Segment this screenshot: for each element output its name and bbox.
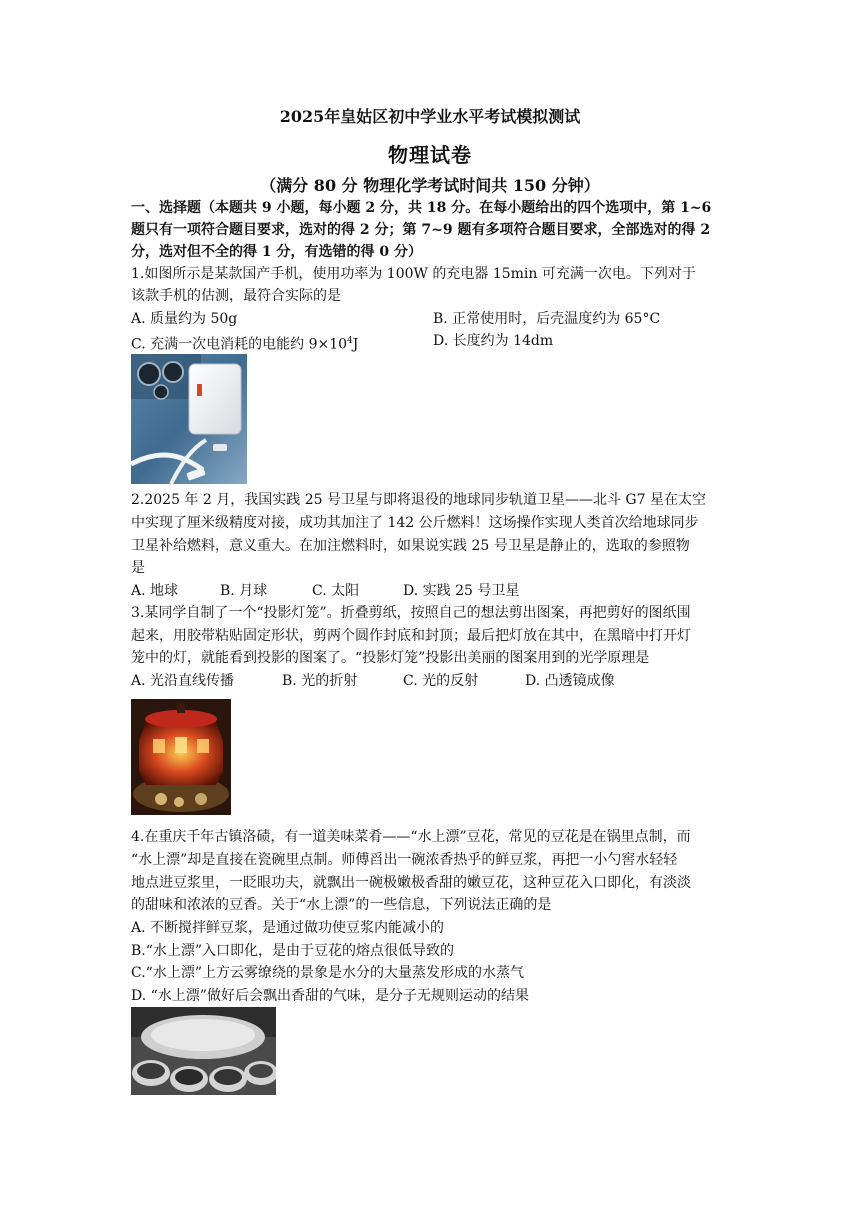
q1-option-d: D. 长度约为 14dm [433,333,554,349]
phone-charger-image [131,354,247,484]
q2-option-b: B. 月球 [220,583,268,599]
exam-info: （满分 80 分 物理化学考试时间共 150 分钟） [260,176,600,195]
exam-title: 2025年皇姑区初中学业水平考试模拟测试 [279,107,581,126]
section-instructions-line: 题只有一项符合题目要求，选对的得 2 分；第 7~9 题有多项符合题目要求，全部选对的得 2 [131,222,711,238]
q2-option-a: A. 地球 [131,583,179,599]
question-4-text: 4.在重庆千年古镇洛碛，有一道美味菜肴——“水上漂”豆花，常见的豆花是在锅里点制，而 [131,829,691,845]
q1-option-c [131,330,358,356]
question-3-text: 笼中的灯，就能看到投影的图案了。“投影灯笼”投影出美丽的图案用到的光学原理是 [131,650,650,666]
q4-option-b: B.“水上漂”入口即化，是由于豆花的熔点很低导致的 [131,943,455,959]
section-instructions-line: 一、选择题（本题共 9 小题，每小题 2 分，共 18 分。在每小题给出的四个选项中，第 1~6 [131,200,712,216]
question-2-text: 2.2025 年 2 月，我国实践 25 号卫星与即将退役的地球同步轨道卫星——北斗 G7 星在太空 [131,492,706,508]
q1-option-c-exponent: 4 [347,336,353,346]
question-3-text: 3.某同学自制了一个“投影灯笼”。折叠剪纸，按照自己的想法剪出图案，再把剪好的图纸围 [131,605,691,621]
q3-option-c: C. 光的反射 [403,673,479,689]
question-2-text: 中实现了厘米级精度对接，成功其加注了 142 公斤燃料！这场操作实现人类首次给地球同步 [131,515,699,531]
section-instructions-line: 分，选对但不全的得 1 分，有选错的得 0 分） [131,244,422,260]
q1-option-c-text: C. 充满一次电消耗的电能约 9×10 [131,336,348,353]
question-2-text: 卫星补给燃料，意义重大。在加注燃料时，如果说实践 25 号卫星是静止的，选取的参照物 [131,538,690,554]
q1-option-a: A. 质量约为 50g [131,311,238,327]
q3-option-b: B. 光的折射 [282,673,358,689]
tofu-bowls-image [131,1007,276,1095]
q1-option-c-unit: J [352,336,359,353]
q4-option-c: C.“水上漂”上方云雾缭绕的景象是水分的大量蒸发形成的水蒸气 [131,965,524,981]
question-2-text: 是 [131,560,145,576]
projection-lantern-image [131,699,231,815]
q3-option-d: D. 凸透镜成像 [525,673,615,689]
q4-option-a: A. 不断搅拌鲜豆浆，是通过做功使豆浆内能减小的 [131,920,445,936]
q2-option-c: C. 太阳 [312,583,360,599]
question-4-text: 地点进豆浆里，一眨眼功夫，就飘出一碗极嫩极香甜的嫩豆花，这种豆花入口即化，有淡淡 [131,875,691,891]
question-4-text: 的甜味和浓浓的豆香。关于“水上漂”的一些信息，下列说法正确的是 [131,897,552,913]
question-1-text: 1.如图所示是某款国产手机，使用功率为 100W 的充电器 15min 可充满一次电。下列对于 [131,266,696,282]
q1-option-b: B. 正常使用时，后壳温度约为 65°C [433,311,661,327]
question-3-text: 起来，用胶带粘贴固定形状，剪两个圆作封底和封顶；最后把灯放在其中，在黑暗中打开灯 [131,628,691,644]
q4-option-d: D. “水上漂”做好后会飘出香甜的气味，是分子无规则运动的结果 [131,988,529,1004]
q3-option-a: A. 光沿直线传播 [131,673,235,689]
question-4-text: “水上漂”却是直接在瓷碗里点制。师傅舀出一碗浓香热乎的鲜豆浆，再把一小勺窖水轻轻 [131,852,678,868]
subject-title: 物理试卷 [388,143,472,167]
q2-option-d: D. 实践 25 号卫星 [403,583,520,599]
question-1-text: 该款手机的估测，最符合实际的是 [131,288,341,304]
